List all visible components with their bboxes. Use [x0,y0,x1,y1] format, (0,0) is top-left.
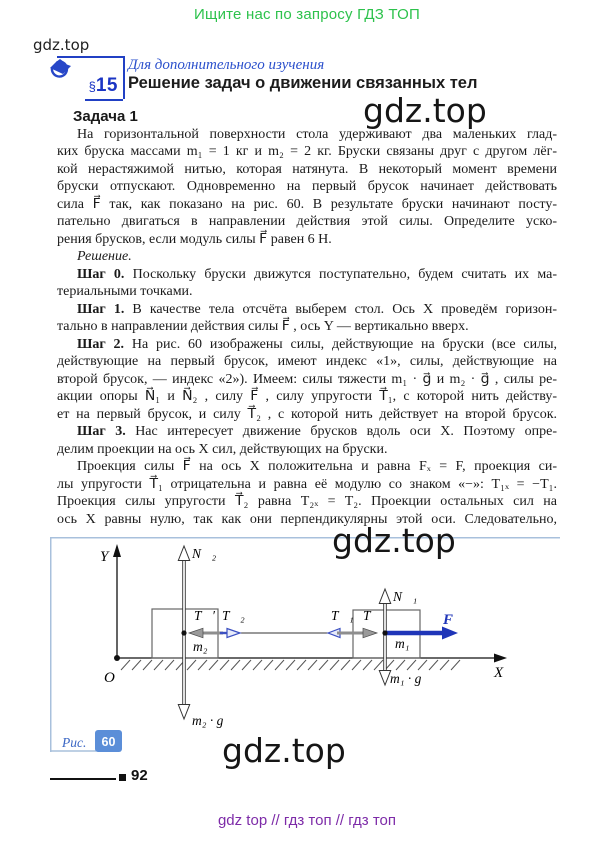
task-heading: Задача 1 [73,108,138,125]
text-line: бруски отпускают. Одновременно на первый брусок начинает действовать [57,179,557,194]
text-line: Шаг 3. Нас интересует движение брусков вдоль оси X. Поэтому опре- [77,424,558,439]
block1-center-dot [382,630,387,635]
text-line: ет на первый брусок, и силу T⃗₂ , с которой нить действует на второй брусок. [57,406,557,422]
figure-number: 60 [101,735,116,749]
origin-dot [114,655,120,661]
page-number-square [119,774,126,781]
page-number-rule [50,778,116,780]
text-line: Шаг 2. На рис. 60 изображены силы, действующие на бруски (все силы, [77,336,557,352]
n1-arrowhead [379,589,390,604]
paragraph-number: 15 [95,75,118,96]
text-line: кой нерастяжимой нитью, которая натянута. В некоторый момент времени [57,161,557,177]
text-line: Проекция силы F⃗ на ось X положительна и равна Fₓ = F, проекция си- [77,459,557,474]
text-line: делим проекции на ось X сил, действующих на бруски. [57,441,388,457]
body-text [57,108,557,528]
text-line: Шаг 1. В качестве тела отсчёта выберем стол. Ось X проведём горизон- [77,301,557,317]
t-prime-label: T⃗′ [194,608,215,623]
publisher-logo-icon [47,58,73,93]
text-line: второй брусок, — индекс «2»). Имеем: силы тяжести m₁ · g⃗ и m₂ · g⃗ , силы ре- [57,371,557,387]
text-line: пательно двигаться в направлении действия этой силы. Определите уско- [57,214,557,229]
watermark-large: gdz.top [332,521,456,560]
section-frame [45,56,125,99]
t1-label: T⃗₁ [331,608,354,623]
text-line: На горизонтальной поверхности стола удерживают два маленьких глад- [77,126,557,142]
text-line: акции опоры N⃗₁ и N⃗₂ , силу F⃗ , силу упругости T⃗₁, с которой нить действу- [57,389,557,404]
text-line: рения брусков, если модуль силы F⃗ равен 6 Н. [57,231,332,247]
figure-60 [50,537,560,752]
n1-label: N⃗₁ [393,589,418,604]
y-axis-arrowhead [113,544,121,557]
t-label: T⃗ [363,608,382,623]
page-number: 92 [131,767,148,784]
m2g-label: m₂ · g⃗ [192,713,234,728]
page-title: Решение задач о движении связанных тел [128,74,478,92]
text-line: действующие на первый брусок, имеют индекс «1», силы, действующие на [57,354,557,369]
n2-arrowhead [178,546,189,561]
block2-center-dot [181,630,186,635]
paragraph-sign: § [88,79,96,94]
text-line: тально в направлении действия силы F⃗ , ось Y — вертикально вверх. [57,319,469,334]
text-line: лы упругости T⃗₁ отрицательна и равна её модулю со знаком «−»: T₁ₓ = −T₁. [57,476,557,492]
watermark-large: gdz.top [222,731,346,770]
surface-hatching [121,660,460,670]
figure-caption: Рис. [62,735,87,750]
frame-bottom-edge [85,99,123,101]
watermark-large: gdz.top [363,91,487,130]
paragraph-number-badge [89,75,118,97]
m2g-arrowhead [178,705,189,720]
footer-promo: gdz top // гдз топ // гдз топ [217,812,397,829]
x-axis-label: X [494,665,504,681]
top-promo-banner: Ищите нас по запросу ГДЗ ТОП [194,6,420,23]
text-line: Шаг 0. Поскольку бруски движутся поступательно, будем считать их ма- [77,266,558,282]
text-line: ось X равны нулю, так как они перпендикулярны этой оси. Следовательно, [57,511,557,527]
f-label: F⃗ [443,612,465,628]
m2-label: m₂ [193,639,208,654]
m1-label: m₁ [395,636,410,651]
m1g-arrowhead [379,671,390,686]
t2-label: T⃗₂ [222,608,245,623]
n1-weight1-shaft [384,602,387,673]
t-arrowhead [363,628,377,638]
t2-arrowhead [227,629,240,638]
text-line: сила F⃗ так, как показано на рис. 60. В результате бруски начинают посту- [57,196,557,212]
y-axis-label: Y [100,549,109,565]
f-arrowhead [442,627,458,640]
watermark-small: gdz.top [33,36,90,54]
x-axis-arrowhead [494,654,507,663]
t-prime-arrowhead [189,628,203,638]
text-line: Решение. [77,249,132,264]
text-line: ких бруска массами m₁ = 1 кг и m₂ = 2 кг. Бруски связаны друг с другом лёг- [57,144,557,159]
text-line: териальными точками. [57,284,193,299]
n2-label: N⃗₂ [192,546,217,561]
m1g-label: m₁ · g⃗ [390,671,432,686]
text-line: Проекция силы упругости T⃗₂ равна T₂ₓ = T₂. Проекции остальных сил на [57,494,557,509]
origin-label: O [104,670,115,686]
section-kicker: Для дополнительного изучения [128,57,325,73]
